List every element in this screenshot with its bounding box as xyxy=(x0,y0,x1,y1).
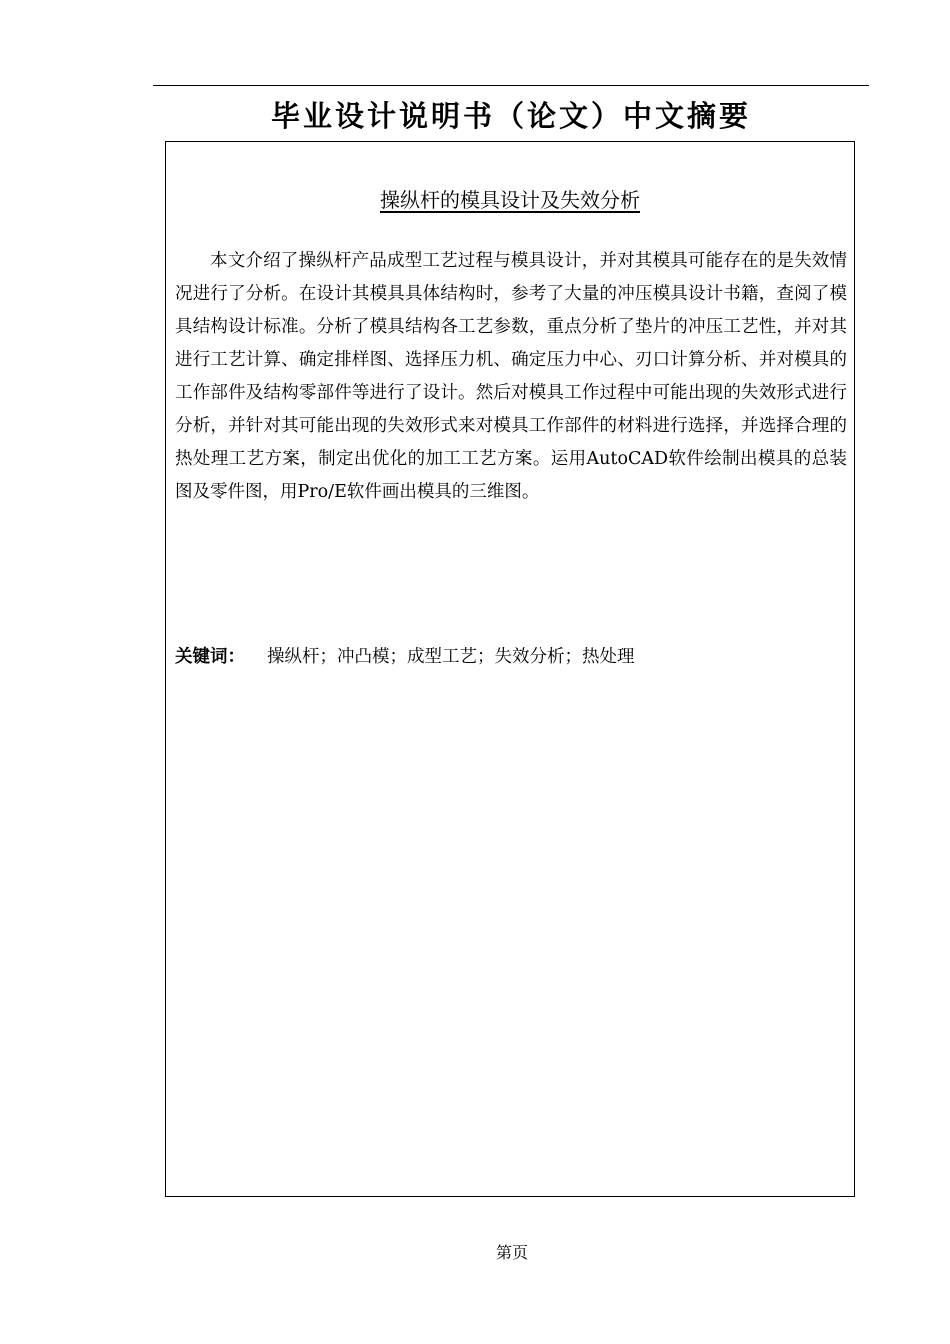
keywords-line xyxy=(175,643,635,671)
header-rule xyxy=(153,85,869,86)
keywords-values: 操纵杆；冲凸模；成型工艺；失效分析；热处理 xyxy=(267,647,635,667)
page-number: 第页 xyxy=(495,1243,528,1262)
thesis-title-text: 操纵杆的模具设计及失效分析 xyxy=(380,188,640,212)
keywords-label: 关键词： xyxy=(175,647,245,667)
thesis-title xyxy=(166,186,854,214)
abstract-body: 本文介绍了操纵杆产品成型工艺过程与模具设计，并对其模具可能存在的是失效情况进行了分析。在设计其模具具体结构时，参考了大量的冲压模具设计书籍，查阅了模具结构设计标准。分析了模具结构各工艺参数，重点分析了垫片的冲压工艺性，并对其进行工艺计算、确定排样图、选择压力机、确定压力中心、刃口计算分析、并对模具的工作部件及结构零部件等进行了设计。然后对模具工作过程中可能出现的失效形式进行分析，并针对其可能出现的失效形式来对模具工作部件的材料进行选择，并选择合理的热处理工艺方案，制定出优化的加工工艺方案。运用AutoCAD软件绘制出模具的总装图及零件图，用Pro/E软件画出模具的三维图。 xyxy=(175,251,847,502)
abstract-frame xyxy=(165,141,855,1197)
page-heading: 毕业设计说明书（论文）中文摘要 xyxy=(270,99,751,133)
